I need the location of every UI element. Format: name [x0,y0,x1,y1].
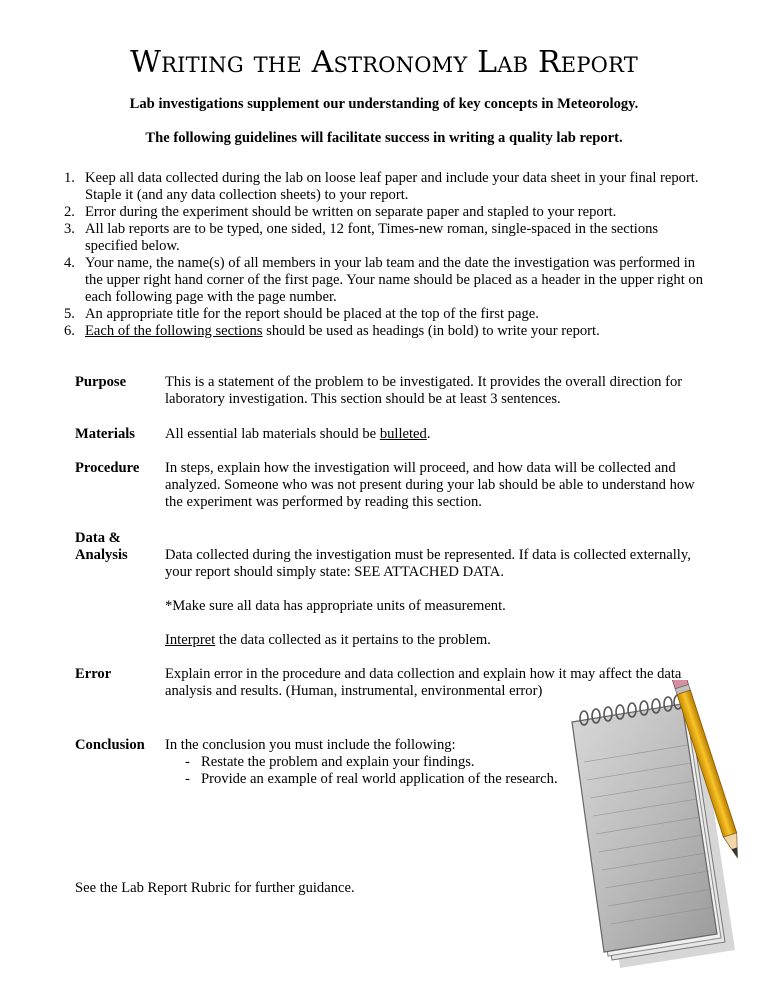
section-label-error: Error [75,666,112,682]
data-units-note: *Make sure all data has appropriate units of measurement. [165,598,506,614]
page-title: Writing the Astronomy Lab Report [130,45,638,80]
guidelines-list [64,170,704,340]
section-text-materials [165,426,710,443]
guideline-text: should be used as headings (in bold) to write your report. [262,323,600,339]
guideline-text: Keep all data collected during the lab on loose leaf paper and include your data sheet in your final report. Staple it (and any data collection sheets) to your report. [85,170,699,203]
data-label-line-1: Data & [75,530,121,546]
section-text-procedure: In steps, explain how the investigation will proceed, and how data will be collected and analyzed. Someone who was not present during your lab should be able to understand how the experiment was performed by reading this section. [165,460,695,510]
guideline-item-6 [64,323,704,340]
conclusion-point-text: Restate the problem and explain your findings. [201,754,475,770]
section-label-data-analysis [75,530,155,564]
guideline-item-3 [64,221,704,255]
interpret-text: the data collected as it pertains to the problem. [215,632,491,648]
section-label-purpose: Purpose [75,374,127,390]
conclusion-point-text: Provide an example of real world application of the research. [201,771,558,787]
list-number: 6. [64,323,75,339]
guideline-underlined-text: Each of the following sections [85,323,263,339]
footer-note: See the Lab Report Rubric for further guidance. [75,880,355,896]
intro-line-1: Lab investigations supplement our understanding of key concepts in Meteorology. [129,96,639,112]
materials-text-end: . [426,426,431,442]
guideline-item-2 [64,204,704,221]
list-number: 5. [64,306,75,322]
section-text-data-analysis: Data collected during the investigation must be represented. If data is collected externally, your report should simply state: SEE ATTACHED DATA. [165,547,691,580]
data-label-line-2: Analysis [75,547,128,563]
guideline-item-4 [64,255,704,306]
interpret-underlined: Interpret [165,632,216,648]
guideline-text: Error during the experiment should be written on separate paper and stapled to your report. [85,204,617,220]
section-text-error: Explain error in the procedure and data collection and explain how it may affect the data analysis and results. (Human, instrumental, environmental error) [165,666,682,699]
section-label-procedure: Procedure [75,460,140,476]
guideline-item-1 [64,170,704,204]
list-number: 3. [64,221,75,237]
list-number: 4. [64,255,75,271]
dash-bullet: - [185,754,190,770]
data-interpret-line [165,632,710,649]
guideline-text: An appropriate title for the report should be placed at the top of the first page. [85,306,539,322]
guideline-item-5 [64,306,704,323]
section-text-purpose: This is a statement of the problem to be investigated. It provides the overall direction for laboratory investigation. This section should be at least 3 sentences. [165,374,683,407]
list-number: 1. [64,170,75,186]
guideline-text: All lab reports are to be typed, one sided, 12 font, Times-new roman, single-spaced in the sections specified below. [85,221,659,254]
dash-bullet: - [185,771,190,787]
intro-line-2: The following guidelines will facilitate success in writing a quality lab report. [145,130,623,146]
list-number: 2. [64,204,75,220]
conclusion-intro: In the conclusion you must include the following: [165,737,456,753]
guideline-text: Your name, the name(s) of all members in your lab team and the date the investigation was performed in the upper right hand corner of the first page. Your name should be placed as a header in the upper right on each following page with the page number. [85,255,704,305]
notepad-with-pencil-icon [550,680,740,970]
section-label-materials: Materials [75,426,135,442]
section-label-conclusion: Conclusion [75,737,145,753]
materials-underlined: bulleted [379,426,427,442]
materials-text: All essential lab materials should be [165,426,380,442]
